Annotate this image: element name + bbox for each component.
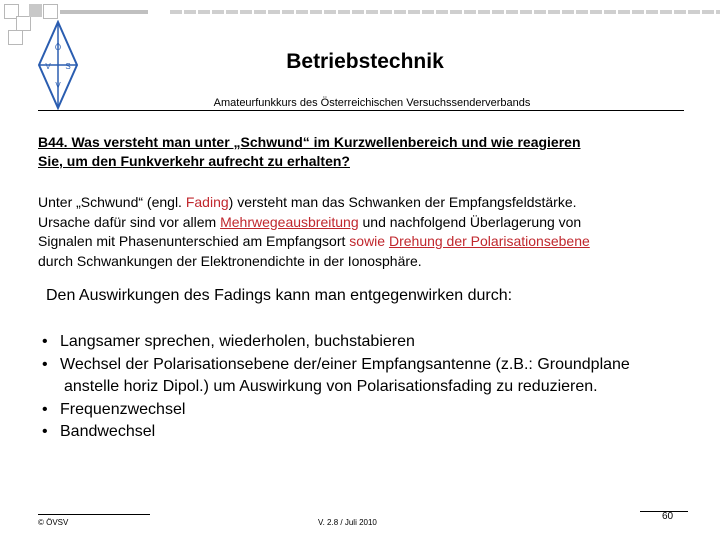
explanation-line: durch Schwankungen der Elektronendichte in der Ionosphäre. (38, 252, 422, 269)
countermeasures-list (42, 331, 712, 444)
explanation-line: Signalen mit Phasenunterschied am Empfangsort sowie Drehung der Polarisationsebene (38, 233, 590, 249)
list-item: • Langsamer sprechen, wiederholen, buchstabieren (42, 331, 712, 354)
svg-text:V: V (55, 81, 61, 90)
explanation-line: Ursache dafür sind vor allem Mehrwegeausbreitung und nachfolgend Überlagerung von (38, 213, 582, 230)
bullet-icon: • (42, 355, 48, 373)
list-item: • Bandwechsel (42, 421, 712, 444)
mehrwegeausbreitung-link[interactable]: Mehrwegeausbreitung (220, 213, 359, 230)
decorative-square (8, 30, 23, 45)
decorative-square (43, 4, 58, 19)
svg-text:Ö: Ö (54, 43, 62, 52)
question-heading (38, 133, 678, 171)
explanation-paragraph (38, 193, 688, 271)
oevsv-logo-icon (37, 20, 79, 110)
footer-copyright: © ÖVSV (38, 518, 69, 527)
svg-text:S: S (65, 62, 71, 71)
decorative-square (16, 16, 31, 31)
page-number: 60 (662, 511, 674, 522)
page-title: Betriebstechnik (286, 50, 444, 73)
question-line: Sie, um den Funkverkehr aufrecht zu erhalten? (38, 153, 350, 169)
bullet-icon: • (42, 423, 48, 440)
bullet-icon: • (42, 333, 48, 350)
countermeasures-intro: Den Auswirkungen des Fadings kann man entgegenwirken durch: (46, 287, 513, 304)
decorative-band (60, 10, 148, 14)
footer-version: V. 2.8 / Juli 2010 (318, 518, 377, 527)
list-item: • Frequenzwechsel (42, 399, 712, 422)
decorative-band (170, 10, 720, 14)
explanation-line: Unter „Schwund“ (engl. Fading) versteht man das Schwanken der Empfangsfeldstärke. (38, 194, 577, 210)
fading-term: Fading (185, 194, 229, 210)
bullet-icon: • (42, 400, 48, 418)
decorative-square (29, 4, 42, 17)
question-line: B44. Was versteht man unter „Schwund“ im Kurzwellenbereich und wie reagieren (38, 134, 581, 150)
polarisationsebene-link[interactable]: Drehung der Polarisationsebene (388, 233, 590, 249)
page-subtitle: Amateurfunkkurs des Österreichischen Versuchssenderverbands (213, 97, 531, 109)
svg-text:V: V (45, 62, 51, 71)
footer-divider (38, 514, 150, 515)
header-divider (38, 110, 684, 111)
list-item: • Wechsel der Polarisationsebene der/einer Empfangsantenne (z.B.: Groundplane anstelle horiz Dipol.) um Auswirkung von Polarisationsfading zu reduzieren. (42, 355, 630, 395)
